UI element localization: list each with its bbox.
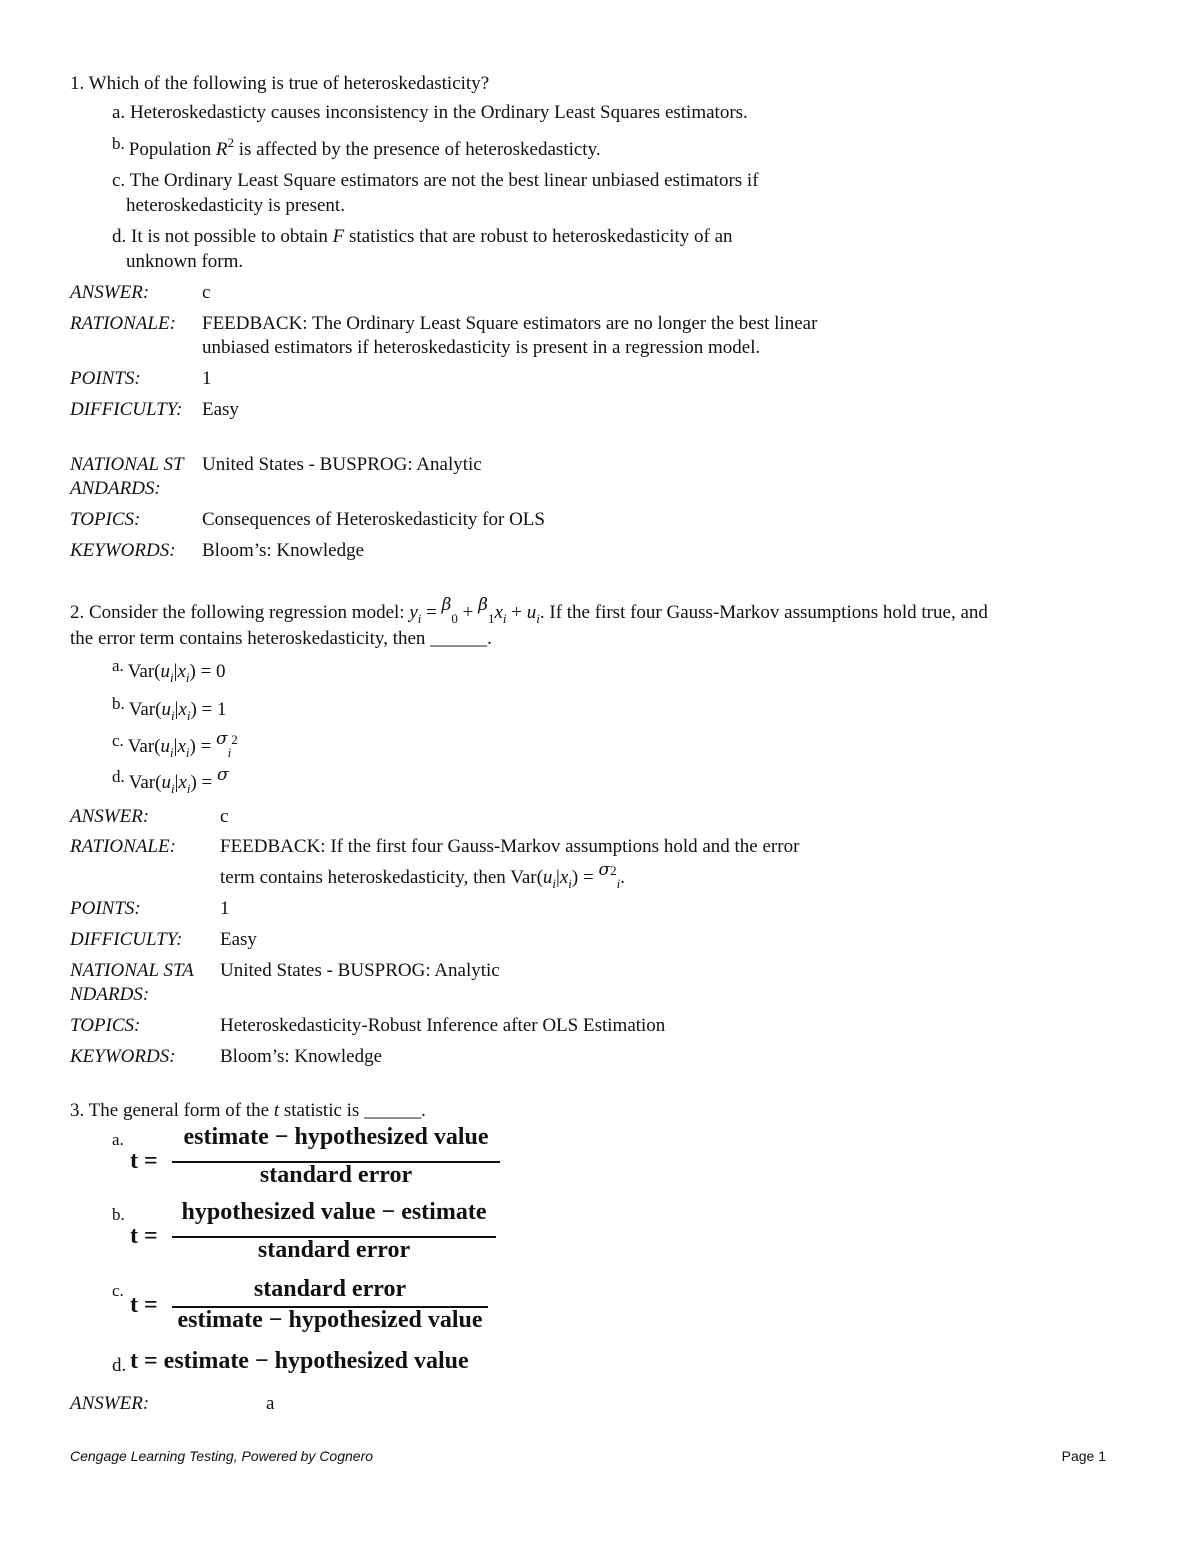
q2-y-sub: i bbox=[417, 611, 422, 626]
q2-a-u-sub: i bbox=[170, 670, 174, 685]
q2-b-close: ) bbox=[190, 699, 197, 720]
q2-c-sigma-sub: i bbox=[227, 745, 232, 760]
q3-b-numerator: hypothesized value − estimate bbox=[181, 1199, 487, 1225]
q2-a-close: ) bbox=[189, 661, 196, 682]
q2-c-sigma: σ bbox=[216, 729, 228, 749]
q1-standards-label-1: NATIONAL ST bbox=[70, 454, 184, 475]
q2-option-b bbox=[112, 694, 227, 723]
q2-difficulty-value: Easy bbox=[220, 929, 257, 950]
q1-keywords-label: KEYWORDS: bbox=[70, 540, 176, 561]
q1-difficulty-value: Easy bbox=[202, 399, 239, 420]
q2-u-sub: i bbox=[536, 611, 540, 626]
q1-c-letter: c. bbox=[112, 170, 126, 191]
q3-q-post: statistic is ______. bbox=[279, 1100, 426, 1121]
q2-c-eq: = bbox=[195, 736, 217, 757]
q2-d-u: u bbox=[161, 772, 171, 793]
q1-points-label: POINTS: bbox=[70, 368, 141, 389]
q2-plus1: + bbox=[457, 602, 479, 623]
q2-c-close: ) bbox=[189, 736, 196, 757]
q3-d-expression: t = estimate − hypothesized value bbox=[130, 1348, 469, 1374]
q3-b-denominator: standard error bbox=[257, 1237, 411, 1263]
q2-d-eq: = bbox=[196, 772, 217, 793]
q3-c-numerator: standard error bbox=[253, 1276, 407, 1302]
q2-r-period: . bbox=[620, 867, 625, 888]
q2-q-post: . If the first four Gauss-Markov assumptions hold true, and bbox=[539, 602, 988, 623]
q3-c-denominator: estimate − hypothesized value bbox=[177, 1307, 483, 1333]
q2-standards-value: United States - BUSPROG: Analytic bbox=[220, 960, 500, 981]
q1-b-letter: b. bbox=[112, 134, 125, 153]
q3-q-pre: 3. The general form of the bbox=[70, 1100, 274, 1121]
q1-b-sym: R bbox=[215, 139, 228, 160]
q1-d-post: statistics that are robust to heteroskedasticity of an bbox=[344, 226, 733, 247]
q1-rationale-line2: unbiased estimators if heteroskedasticity is present in a regression model. bbox=[202, 337, 761, 358]
q2-rationale-line2 bbox=[220, 860, 625, 891]
q2-c-sigma-sup: 2 bbox=[231, 732, 238, 747]
q2-points-label: POINTS: bbox=[70, 898, 141, 919]
q2-x-sub: i bbox=[502, 611, 507, 626]
q2-b-val: = 1 bbox=[196, 699, 227, 720]
q2-b-letter: b. bbox=[112, 694, 125, 713]
q2-question bbox=[70, 595, 988, 626]
q2-option-c bbox=[112, 729, 238, 760]
q2-b-bar: | bbox=[174, 699, 179, 720]
q1-keywords-value: Bloom’s: Knowledge bbox=[202, 540, 365, 561]
q3-a-numerator: estimate − hypothesized value bbox=[183, 1124, 489, 1150]
q2-option-d bbox=[112, 765, 229, 796]
q2-difficulty-label: DIFFICULTY: bbox=[70, 929, 183, 950]
q2-a-var: Var( bbox=[127, 661, 161, 682]
q2-beta0-sub: 0 bbox=[451, 611, 458, 626]
q1-d-line2: unknown form. bbox=[126, 251, 244, 272]
q1-rationale-line1: FEEDBACK: The Ordinary Least Square estimators are no longer the best linear bbox=[202, 313, 818, 334]
q2-d-var: Var( bbox=[128, 772, 162, 793]
q2-r-var: Var( bbox=[510, 867, 543, 888]
q2-d-close: ) bbox=[190, 772, 197, 793]
q3-formula-b bbox=[130, 1199, 500, 1269]
q2-d-x-sub: i bbox=[186, 781, 191, 796]
q2-r-eq: = bbox=[578, 867, 599, 888]
q2-c-u: u bbox=[160, 736, 170, 757]
q2-r-bar: | bbox=[556, 867, 560, 888]
q2-q-pre: 2. Consider the following regression model: bbox=[70, 602, 410, 623]
q2-r-close: ) bbox=[571, 867, 579, 888]
q2-rationale-pre: term contains heteroskedasticity, then bbox=[220, 867, 511, 888]
q2-keywords-value: Bloom’s: Knowledge bbox=[220, 1046, 383, 1067]
q3-a-letter: a. bbox=[112, 1130, 124, 1149]
q2-b-u: u bbox=[161, 699, 171, 720]
q2-a-val: = 0 bbox=[195, 661, 226, 682]
q1-a-text: Heteroskedasticty causes inconsistency in the Ordinary Least Squares estimators. bbox=[129, 102, 748, 123]
q2-standards-label-2: NDARDS: bbox=[70, 984, 150, 1005]
q3-c-teq: t = bbox=[130, 1292, 158, 1318]
q2-a-letter: a. bbox=[112, 656, 124, 675]
q2-d-bar: | bbox=[174, 772, 179, 793]
q2-a-x: x bbox=[177, 661, 186, 682]
q2-c-bar: | bbox=[173, 736, 178, 757]
q2-a-u: u bbox=[160, 661, 170, 682]
q1-option-b bbox=[112, 134, 601, 163]
q2-question-line2: the error term contains heteroskedasticity, then ______. bbox=[70, 628, 492, 649]
q3-formula-a bbox=[130, 1124, 500, 1194]
q1-answer-label: ANSWER: bbox=[70, 282, 150, 303]
q2-answer-value: c bbox=[220, 806, 229, 827]
q2-plus2: + bbox=[506, 602, 527, 623]
q2-c-x: x bbox=[177, 736, 186, 757]
q1-points-value: 1 bbox=[202, 368, 212, 389]
q1-d-sym: F bbox=[332, 226, 345, 247]
q1-answer-value: c bbox=[202, 282, 211, 303]
footer-credit: Cengage Learning Testing, Powered by Cognero bbox=[70, 1448, 374, 1464]
q1-b-post: is affected by the presence of heteroskedasticty. bbox=[233, 139, 601, 160]
q3-a-denominator: standard error bbox=[259, 1162, 413, 1188]
q2-r-x: x bbox=[559, 867, 569, 888]
q2-r-u-sub: i bbox=[552, 876, 557, 891]
q2-topics-label: TOPICS: bbox=[70, 1015, 141, 1036]
q2-d-x: x bbox=[178, 772, 187, 793]
q3-t: t bbox=[273, 1100, 280, 1121]
q3-formula-d bbox=[130, 1348, 510, 1380]
q2-y: y bbox=[409, 602, 418, 623]
q2-b-x: x bbox=[178, 699, 187, 720]
q3-a-teq: t = bbox=[130, 1148, 158, 1174]
q1-a-letter: a. bbox=[112, 102, 126, 123]
q2-d-letter: d. bbox=[112, 767, 125, 786]
q2-d-u-sub: i bbox=[170, 781, 175, 796]
q2-eq: = bbox=[421, 602, 442, 623]
q2-r-x-sub: i bbox=[568, 876, 572, 891]
q1-d-pre: It is not possible to obtain bbox=[131, 226, 333, 247]
q2-answer-label: ANSWER: bbox=[70, 806, 150, 827]
q2-r-sigma-sup: 2 bbox=[610, 863, 617, 878]
q2-c-var: Var( bbox=[127, 736, 161, 757]
q2-keywords-label: KEYWORDS: bbox=[70, 1046, 176, 1067]
q2-rationale-label: RATIONALE: bbox=[70, 836, 176, 857]
q2-u: u bbox=[526, 602, 537, 623]
q1-d-letter: d. bbox=[112, 226, 127, 247]
q1-rationale-label: RATIONALE: bbox=[70, 313, 176, 334]
footer-page-number: Page 1 bbox=[1061, 1448, 1106, 1464]
q2-beta1: β bbox=[478, 595, 488, 615]
q2-option-a bbox=[112, 656, 226, 685]
q3-b-letter: b. bbox=[112, 1205, 125, 1224]
q3-answer-value: a bbox=[266, 1393, 275, 1414]
q1-standards-label-2: ANDARDS: bbox=[70, 478, 161, 499]
q2-c-letter: c. bbox=[112, 731, 124, 750]
q3-c-letter: c. bbox=[112, 1281, 124, 1300]
q2-c-x-sub: i bbox=[185, 745, 190, 760]
q1-topics-label: TOPICS: bbox=[70, 509, 141, 530]
q2-points-value: 1 bbox=[220, 898, 230, 919]
q2-r-sigma-sub: i bbox=[616, 876, 621, 891]
q3-question bbox=[70, 1099, 426, 1123]
q2-c-u-sub: i bbox=[170, 745, 174, 760]
q2-d-sigma: σ bbox=[217, 765, 229, 785]
q2-r-u: u bbox=[542, 867, 553, 888]
q1-topics-value: Consequences of Heteroskedasticity for OLS bbox=[202, 509, 545, 530]
q2-standards-label-1: NATIONAL STA bbox=[70, 960, 194, 981]
q1-option-c bbox=[112, 169, 759, 193]
q2-a-bar: | bbox=[173, 661, 178, 682]
q2-rationale-line1: FEEDBACK: If the first four Gauss-Markov assumptions hold and the error bbox=[220, 836, 800, 857]
q2-topics-value: Heteroskedasticity-Robust Inference after OLS Estimation bbox=[220, 1015, 666, 1036]
q3-answer-label: ANSWER: bbox=[70, 1393, 150, 1414]
q2-beta0: β bbox=[441, 595, 452, 615]
q2-b-u-sub: i bbox=[170, 708, 175, 723]
q1-difficulty-label: DIFFICULTY: bbox=[70, 399, 183, 420]
q2-b-var: Var( bbox=[128, 699, 162, 720]
q1-b-pre: Population bbox=[128, 139, 216, 160]
q1-c-line1: The Ordinary Least Square estimators are not the best linear unbiased estimators if bbox=[129, 170, 759, 191]
q3-d-letter: d. bbox=[112, 1355, 127, 1376]
q2-a-x-sub: i bbox=[185, 670, 190, 685]
q3-b-teq: t = bbox=[130, 1223, 158, 1249]
q1-option-d bbox=[112, 225, 733, 249]
q1-b-sup: 2 bbox=[227, 135, 234, 150]
q2-r-sigma: σ bbox=[598, 860, 611, 880]
q1-standards-value: United States - BUSPROG: Analytic bbox=[202, 454, 482, 475]
q2-b-x-sub: i bbox=[186, 708, 191, 723]
q2-beta1-sub: 1 bbox=[487, 611, 495, 626]
q1-question: 1. Which of the following is true of heteroskedasticity? bbox=[70, 73, 490, 94]
q2-x: x bbox=[494, 602, 503, 623]
q3-formula-c bbox=[130, 1276, 500, 1346]
q1-c-line2: heteroskedasticity is present. bbox=[126, 195, 345, 216]
q1-option-a bbox=[112, 101, 748, 125]
